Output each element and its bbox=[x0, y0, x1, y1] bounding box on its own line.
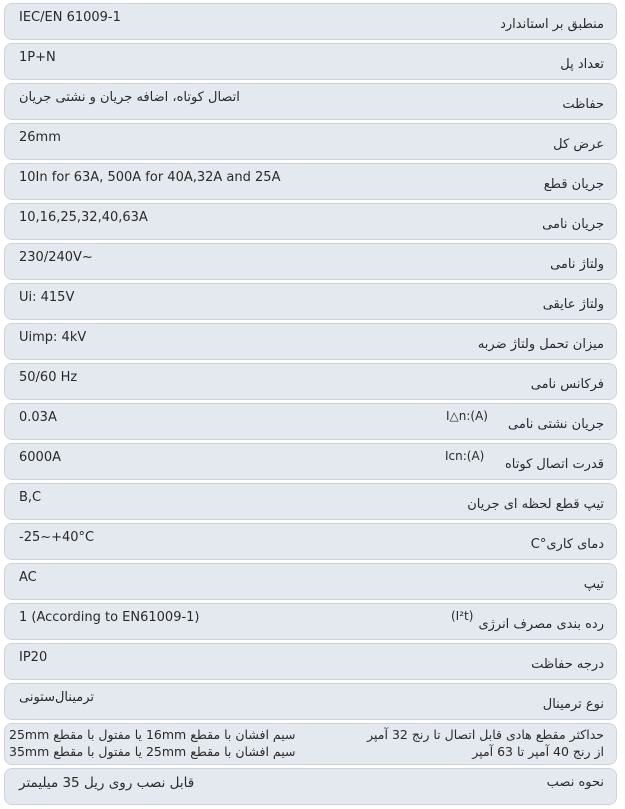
spec-value: 0.03A bbox=[19, 410, 57, 425]
spec-row-conductor-size bbox=[4, 723, 617, 765]
spec-label: دمای کاری°C bbox=[530, 537, 604, 552]
spec-value: B,C bbox=[19, 490, 42, 505]
spec-label: قدرت اتصال کوتاه bbox=[504, 457, 604, 472]
spec-row-protection bbox=[4, 83, 617, 120]
spec-row-short-circuit-capacity bbox=[4, 443, 617, 480]
spec-unit: (I²t) bbox=[451, 609, 474, 623]
spec-value: 26mm bbox=[19, 130, 61, 145]
spec-row-terminal-type bbox=[4, 683, 617, 720]
spec-value: 230/240V~ bbox=[19, 250, 93, 265]
spec-value: اتصال کوتاه، اضافه جریان و نشتی جریان bbox=[19, 90, 240, 105]
spec-value: 10,16,25,32,40,63A bbox=[19, 210, 148, 225]
spec-label: ولتاژ نامی bbox=[550, 257, 604, 272]
spec-value-line1: سیم افشان با مقطع 16mm یا مفتول با مقطع 25mm bbox=[9, 727, 296, 742]
spec-value: 1 (According to EN61009-1) bbox=[19, 610, 200, 625]
spec-row-frequency bbox=[4, 363, 617, 400]
spec-row-operating-temperature bbox=[4, 523, 617, 560]
spec-label: جریان نامی bbox=[542, 217, 604, 232]
spec-row-energy-class bbox=[4, 603, 617, 640]
spec-row-poles bbox=[4, 43, 617, 80]
spec-label: نحوه نصب bbox=[546, 775, 604, 790]
spec-row-standard bbox=[4, 3, 617, 40]
spec-row-residual-current bbox=[4, 403, 617, 440]
spec-unit: Icn:(A) bbox=[445, 449, 485, 463]
spec-value: Uimp: 4kV bbox=[19, 330, 87, 345]
spec-label: رده بندی مصرف انرژی bbox=[478, 617, 604, 632]
spec-label: منطبق بر استاندارد bbox=[500, 17, 604, 32]
spec-label: جریان قطع bbox=[543, 177, 604, 192]
spec-value-line2: سیم افشان با مقطع 25mm یا مفتول با مقطع 35mm bbox=[9, 744, 296, 759]
spec-value: IEC/EN 61009-1 bbox=[19, 10, 121, 25]
spec-value: قابل نصب روی ریل 35 میلیمتر bbox=[19, 775, 195, 791]
spec-value: Ui: 415V bbox=[19, 290, 75, 305]
spec-label: ولتاژ عایقی bbox=[542, 297, 604, 312]
spec-value: 10In for 63A, 500A for 40A,32A and 25A bbox=[19, 170, 281, 185]
spec-value: 6000A bbox=[19, 450, 61, 465]
spec-label: حفاظت bbox=[562, 97, 604, 112]
spec-unit: I△n:(A) bbox=[446, 409, 488, 423]
spec-label: فرکانس نامی bbox=[530, 377, 604, 392]
spec-value: IP20 bbox=[19, 650, 48, 665]
spec-label: جریان نشتی نامی bbox=[508, 417, 604, 432]
spec-value: -25~+40°C bbox=[19, 530, 95, 545]
spec-row-type bbox=[4, 563, 617, 600]
spec-row-trip-type bbox=[4, 483, 617, 520]
spec-value: ترمینال‌ستونی bbox=[19, 690, 94, 705]
spec-label: میزان تحمل ولتاژ ضربه bbox=[477, 337, 604, 352]
spec-label: عرض کل bbox=[553, 137, 604, 152]
spec-label: نوع ترمینال bbox=[542, 697, 604, 712]
spec-row-rated-current bbox=[4, 203, 617, 240]
spec-row-impulse-voltage bbox=[4, 323, 617, 360]
spec-row-insulation-voltage bbox=[4, 283, 617, 320]
spec-label: تعداد پل bbox=[560, 57, 604, 72]
spec-row-mounting bbox=[4, 768, 617, 805]
spec-label: تیپ قطع لحظه ای جریان bbox=[467, 497, 604, 512]
spec-row-breaking-current bbox=[4, 163, 617, 200]
spec-label-line2: از رنج 40 آمپر تا 63 آمپر bbox=[472, 744, 604, 759]
spec-value: AC bbox=[19, 570, 37, 585]
spec-label-line1: حداکثر مقطع هادی قابل اتصال تا رنج 32 آمپر bbox=[367, 727, 604, 742]
spec-label: درجه حفاظت bbox=[531, 657, 604, 672]
spec-row-width bbox=[4, 123, 617, 160]
spec-label: تیپ bbox=[583, 577, 604, 592]
spec-value: 50/60 Hz bbox=[19, 370, 78, 385]
spec-row-ip-rating bbox=[4, 643, 617, 680]
spec-row-rated-voltage bbox=[4, 243, 617, 280]
spec-value: 1P+N bbox=[19, 50, 56, 65]
